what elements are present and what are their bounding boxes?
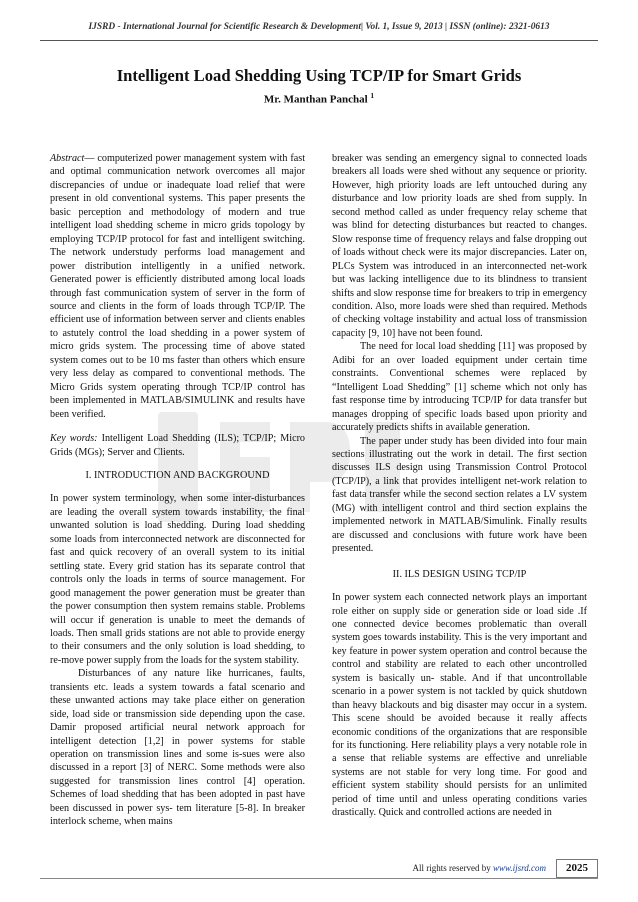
section-2-heading: II. ILS DESIGN USING TCP/IP xyxy=(392,568,527,580)
footer-site-link[interactable]: www.ijsrd.com xyxy=(492,863,546,873)
footer-rights-text: All rights reserved by xyxy=(412,863,491,873)
keywords-paragraph xyxy=(50,432,305,459)
footer-divider xyxy=(40,878,598,879)
journal-header: IJSRD - International Journal for Scientific Research & Development| Vol. 1, Issue 9, 2013 | ISSN (online): 2321-0613 xyxy=(88,22,550,32)
abstract-dash: — xyxy=(84,153,98,164)
keywords-label: Key words: xyxy=(50,433,98,445)
section-1-heading: I. INTRODUCTION AND BACKGROUND xyxy=(85,469,270,481)
section-1-paragraph-2: Disturbances of any nature like hurricanes, faults, transients etc. leads a system towards a fatal scenario and these unwanted actions may take place either on generation side, load side or transmission side depending upon the case. Damir proposed artificial neural network approach for intelligent detection [1,2] in power systems for stable operation on transmission lines and some is-sues were also discussed in a report [3] of NERC. Some methods were also suggested for transmission lines control [4] operation. Schemes of load shedding that has been adopted in past have been discussed in power sys- tem literature [5-8]. In breaker interlock scheme, when mains xyxy=(50,668,305,828)
header-divider xyxy=(40,40,598,41)
section-1-paragraph-4: The need for local load shedding [11] was proposed by Adibi for an over loaded equipment under certain time constraints. Conventional schemes were replaced by “Intelligent Load Shedding” [1] scheme which not only has fast response time by introducing TCP/IP for data transfer but manages dropping of specific loads based upon priority and accurately predicts shifts in available generation. xyxy=(332,341,587,434)
section-2-paragraph-1: In power system each connected network plays an important role either on supply side or generation side or load side .If one connected device becomes problematic than overall system goes towards instability. This is the very important and key feature in power system operation and control because the control and stability are related to each other uncontrolled system is basically un- stable. And if that uncontrollable scenario in a power system is not tackled by quick shutdown than heavy blackouts and big disaster may occur in a system. This scene should be avoided because it really affects economic conditions of the organizations that are responsible for its functioning. Here reliability plays a very notable role in a sense that reliable systems are effective and unreliable systems are not stable for very long time. For good and efficient system stability should persists for an unlimited period of time until and unless operating conditions varies drastically. Quick and controlled actions are needed in xyxy=(332,592,587,819)
author-affiliation-mark: 1 xyxy=(370,91,375,100)
author-line xyxy=(0,91,638,106)
abstract-label: Abstract xyxy=(50,153,85,164)
left-column xyxy=(50,152,305,829)
page-number: 2025 xyxy=(556,859,598,878)
section-1-paragraph-3: breaker was sending an emergency signal to connected loads breakers all loads were shed without any sequence or priority. However, high priority loads are left untouched during any disturbance and low priority loads are shed from supply. In second method called as under frequency relay scheme that was blind for detecting disturbances but reacted to changes. Slow response time of frequency relays and false dropping out of loads without check were its major discrepancies. Later on, PLCs System was introduced in an interconnected net-work but was lacking intelligence due to its blindness to transient shifts and slow response time for breakers to trip in emergency condition. Also, more loads were shed than required. Methods of checking voltage instability and actual loss of transmission capacity [9, 10] have not been found. xyxy=(332,153,587,339)
abstract-paragraph xyxy=(50,152,305,421)
keywords-text: Intelligent Load Shedding (ILS); TCP/IP; Micro Grids (MGs); Server and Clients. xyxy=(50,433,305,458)
right-column xyxy=(332,152,587,820)
section-1-paragraph-5: The paper under study has been divided into four main sections illustrating out the work in detail. The first section discusses ILS design using Transmission Control Protocol (TCP/IP), a link that provides intelligent net-work relation to fast data transfer while the second section relates a LV system (MG) with intelligent control and third section explains the implemented network in MATLAB/Simulink. Finally results are discussed and conclusions with future work have been presented. xyxy=(332,435,587,555)
footer-rights xyxy=(413,863,547,873)
author-name: Mr. Manthan Panchal xyxy=(263,93,368,106)
abstract-text: computerized power management system with fast and optimal communication network overcomes all major discrepancies of undue or inadequate load relief that were present in old conventional systems. This paper presents the basic perception and methodology of modern and true intelligent load shedding scheme in micro grids topology by employing TCP/IP protocol for fast and intelligent switching. The network understudy performs load management and power distribution intelligently in a unified network. Generated power is efficiently distributed among local loads through fast communication system of server in the form of source and clients in the form of loads through TCP/IP. The efficient use of information between server and clients enables to astutely control the load shedding in a power system of micro grids system. The processing time of above stated system comes out to be 10 ms faster than others which ensure very less delay as compared to conventional methods. The Micro Grids system operating through TCP/IP control has been implemented in MATLAB/SIMULINK and results have been verified. xyxy=(50,153,306,420)
paper-title: Intelligent Load Shedding Using TCP/IP for Smart Grids xyxy=(116,66,522,85)
section-1-paragraph-1: In power system terminology, when some inter-disturbances are leading the overall system towards instability, the final unwanted solution is load shedding. During load shedding some loads from interconnected network are disconnected for fast and quick recovery of an overall system to its initial settling state. Every grid station has its separate control that controls only the loads in terms of source management. For good management the power generation must be greater than the power consumption then system remains stable. Problems will occur if generation is unable to meet the demands of loads. Then small grids stations are not able to provide energy to their consumers and the only solution is load shedding, to re-move power supply from the loads for the system stability. xyxy=(50,493,305,666)
